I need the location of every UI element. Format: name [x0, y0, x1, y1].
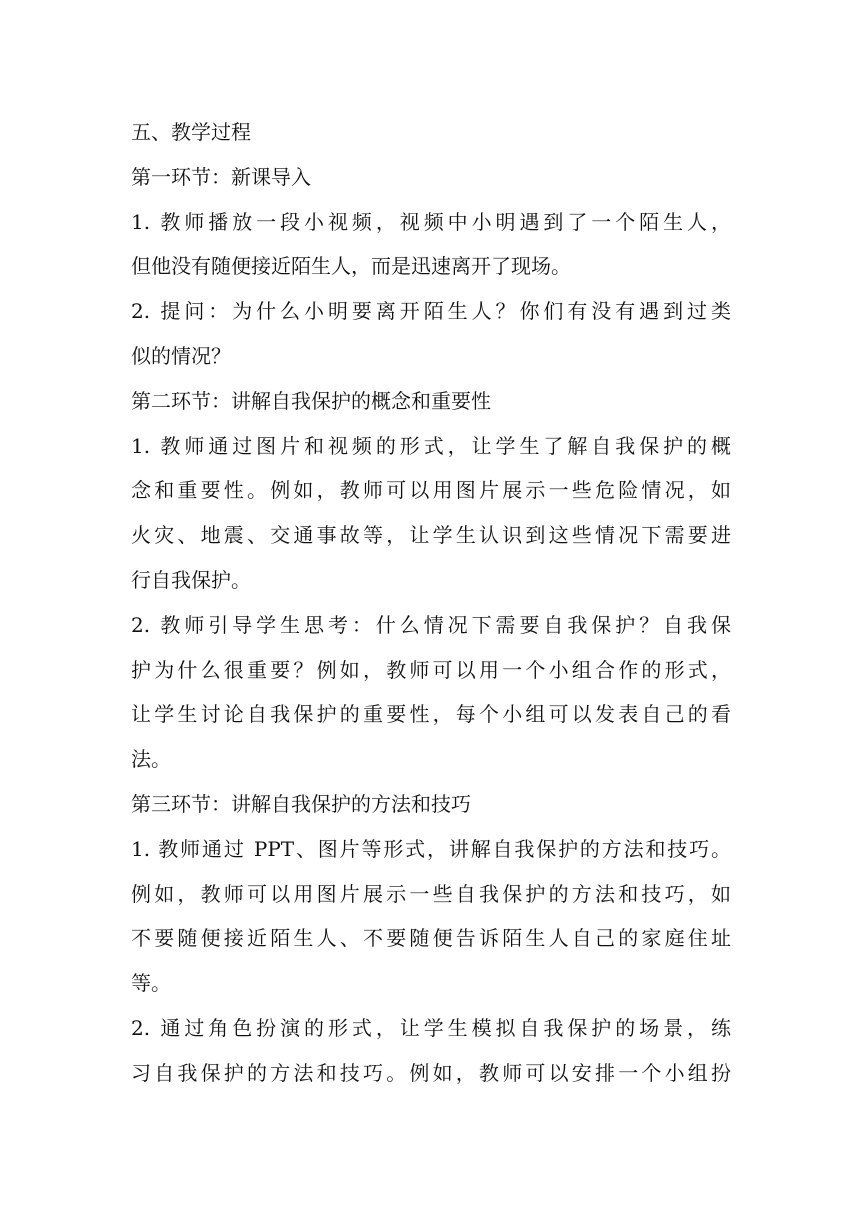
paragraph-line: 不要随便接近陌生人、不要随便告诉陌生人自己的家庭住址 — [131, 926, 731, 951]
paragraph-line: 护为什么很重要？例如，教师可以用一个小组合作的形式， — [131, 657, 731, 682]
paragraph-line: 2. 通过角色扮演的形式，让学生模拟自我保护的场景，练 — [131, 1015, 731, 1040]
document-body — [131, 110, 731, 1096]
paragraph-line: 火灾、地震、交通事故等，让学生认识到这些情况下需要进 — [131, 523, 731, 548]
paragraph-line: 等。 — [131, 971, 171, 996]
section-heading: 五、教学过程 — [131, 120, 251, 144]
paragraph-line: 例如，教师可以用图片展示一些自我保护的方法和技巧，如 — [131, 881, 731, 906]
paragraph-line: 似的情况？ — [131, 343, 231, 368]
paragraph-line: 行自我保护。 — [131, 567, 251, 592]
paragraph-line: 2. 教师引导学生思考：什么情况下需要自我保护？自我保 — [131, 612, 731, 637]
paragraph-line: 1. 教师通过图片和视频的形式，让学生了解自我保护的概 — [131, 433, 731, 458]
paragraph-line: 但他没有随便接近陌生人，而是迅速离开了现场。 — [131, 254, 571, 279]
paragraph-line: 念和重要性。例如，教师可以用图片展示一些危险情况，如 — [131, 478, 731, 503]
paragraph-line: 让学生讨论自我保护的重要性，每个小组可以发表自己的看 — [131, 702, 731, 727]
paragraph-line: 法。 — [131, 747, 171, 772]
paragraph-line: 习自我保护的方法和技巧。例如，教师可以安排一个小组扮 — [131, 1060, 731, 1085]
subsection-heading: 第一环节：新课导入 — [131, 164, 311, 189]
subsection-heading: 第二环节：讲解自我保护的概念和重要性 — [131, 388, 491, 413]
subsection-heading: 第三环节：讲解自我保护的方法和技巧 — [131, 791, 471, 816]
paragraph-line: 1. 教师播放一段小视频，视频中小明遇到了一个陌生人， — [131, 209, 731, 234]
paragraph-line: 2. 提问：为什么小明要离开陌生人？你们有没有遇到过类 — [131, 299, 731, 324]
paragraph-line: 1. 教师通过 PPT、图片等形式，讲解自我保护的方法和技巧。 — [131, 836, 731, 861]
